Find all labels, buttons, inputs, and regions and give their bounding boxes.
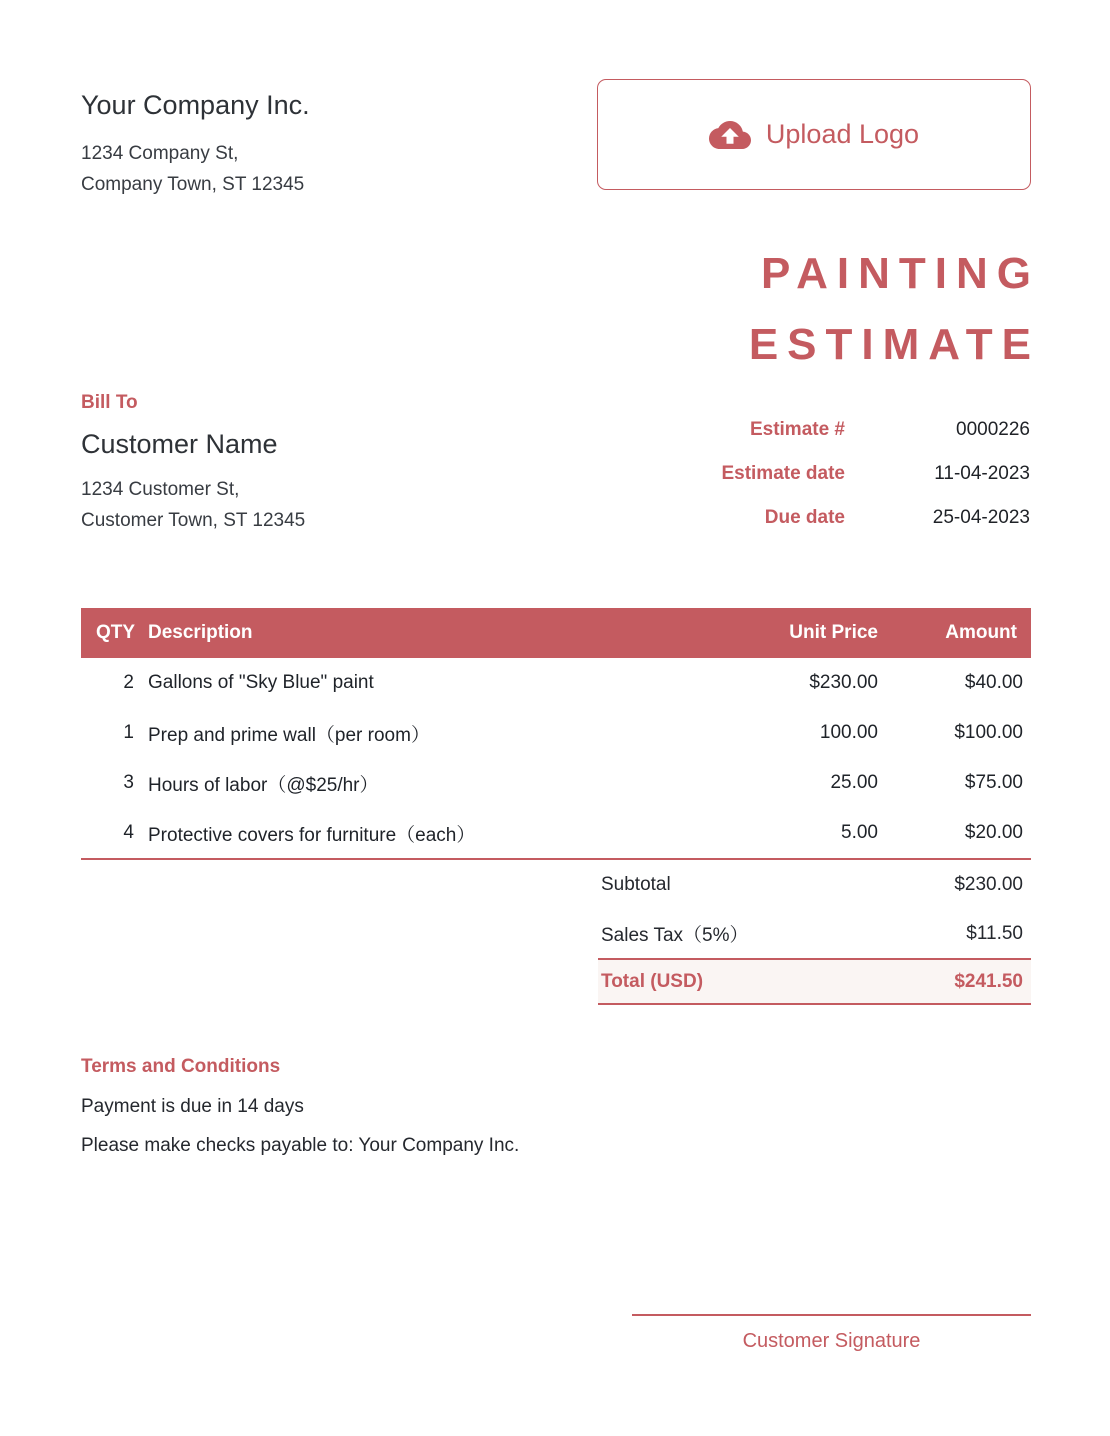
company-info [81, 90, 310, 200]
subtotal-label: Subtotal [601, 873, 671, 895]
estimate-meta [650, 408, 1030, 540]
cloud-upload-icon [709, 114, 751, 156]
item-unit-price: $230.00 [809, 672, 878, 693]
item-unit-price: 100.00 [819, 722, 878, 743]
line-items-table [81, 608, 1031, 860]
due-date-label: Due date [764, 507, 845, 528]
item-qty: 1 [123, 722, 134, 743]
sales-tax-value: $11.50 [966, 922, 1023, 944]
totals-section [598, 860, 1031, 1005]
total-value: $241.50 [954, 970, 1023, 992]
company-address [81, 138, 310, 200]
item-amount: $40.00 [964, 672, 1023, 693]
item-qty: 4 [123, 822, 134, 843]
item-description: Prep and prime wall（per room） [148, 724, 430, 746]
table-row [81, 808, 1031, 858]
terms-line-2: Please make checks payable to: Your Company Inc. [81, 1135, 520, 1156]
signature-section [632, 1314, 1031, 1353]
terms-line-1: Payment is due in 14 days [81, 1096, 304, 1117]
total-row [598, 958, 1031, 1005]
item-description: Protective covers for furniture（each） [148, 824, 476, 846]
table-body [81, 658, 1031, 860]
table-row [81, 758, 1031, 808]
company-address-line2: Company Town, ST 12345 [81, 174, 305, 195]
document-title [749, 238, 1040, 380]
item-qty: 2 [123, 672, 134, 693]
table-header-row [81, 608, 1031, 658]
signature-line [632, 1314, 1031, 1316]
customer-name: Customer Name [81, 429, 278, 459]
item-qty: 3 [123, 772, 134, 793]
customer-address-line2: Customer Town, ST 12345 [81, 510, 306, 531]
upload-logo-label: Upload Logo [765, 119, 920, 149]
total-label: Total (USD) [601, 970, 704, 992]
customer-address [81, 474, 305, 536]
header-description: Description [148, 622, 253, 643]
company-address-line1: 1234 Company St, [81, 143, 239, 164]
estimate-number-row [650, 408, 1030, 452]
subtotal-row [598, 860, 1031, 909]
item-amount: $100.00 [954, 722, 1023, 743]
document-title-line2: ESTIMATE [748, 320, 1040, 369]
item-unit-price: 25.00 [830, 772, 878, 793]
estimate-date-label: Estimate date [721, 463, 845, 484]
item-unit-price: 5.00 [841, 822, 878, 843]
header-qty: QTY [96, 622, 136, 643]
item-amount: $20.00 [964, 822, 1023, 843]
table-row [81, 708, 1031, 758]
upload-logo-button[interactable] [597, 79, 1031, 190]
item-amount: $75.00 [964, 772, 1023, 793]
due-date-value: 25-04-2023 [932, 507, 1030, 528]
item-description: Gallons of "Sky Blue" paint [148, 672, 374, 693]
subtotal-value: $230.00 [954, 873, 1023, 895]
terms-section [81, 1056, 519, 1174]
sales-tax-row [598, 909, 1031, 958]
header-amount: Amount [945, 622, 1017, 643]
table-row [81, 658, 1031, 708]
signature-label: Customer Signature [742, 1330, 921, 1352]
item-description: Hours of labor（@$25/hr） [148, 774, 379, 796]
estimate-number-value: 0000226 [956, 419, 1030, 440]
terms-heading: Terms and Conditions [81, 1056, 281, 1077]
due-date-row [650, 496, 1030, 540]
company-name: Your Company Inc. [81, 90, 310, 120]
header-unit-price: Unit Price [789, 622, 878, 643]
customer-address-line1: 1234 Customer St, [81, 479, 240, 500]
estimate-date-row [650, 452, 1030, 496]
bill-to-heading: Bill To [81, 392, 138, 413]
document-title-line1: PAINTING [761, 249, 1040, 298]
bill-to-section [81, 392, 305, 536]
estimate-date-value: 11-04-2023 [934, 463, 1030, 484]
sales-tax-label: Sales Tax（5%） [601, 925, 749, 946]
estimate-number-label: Estimate # [749, 419, 845, 440]
